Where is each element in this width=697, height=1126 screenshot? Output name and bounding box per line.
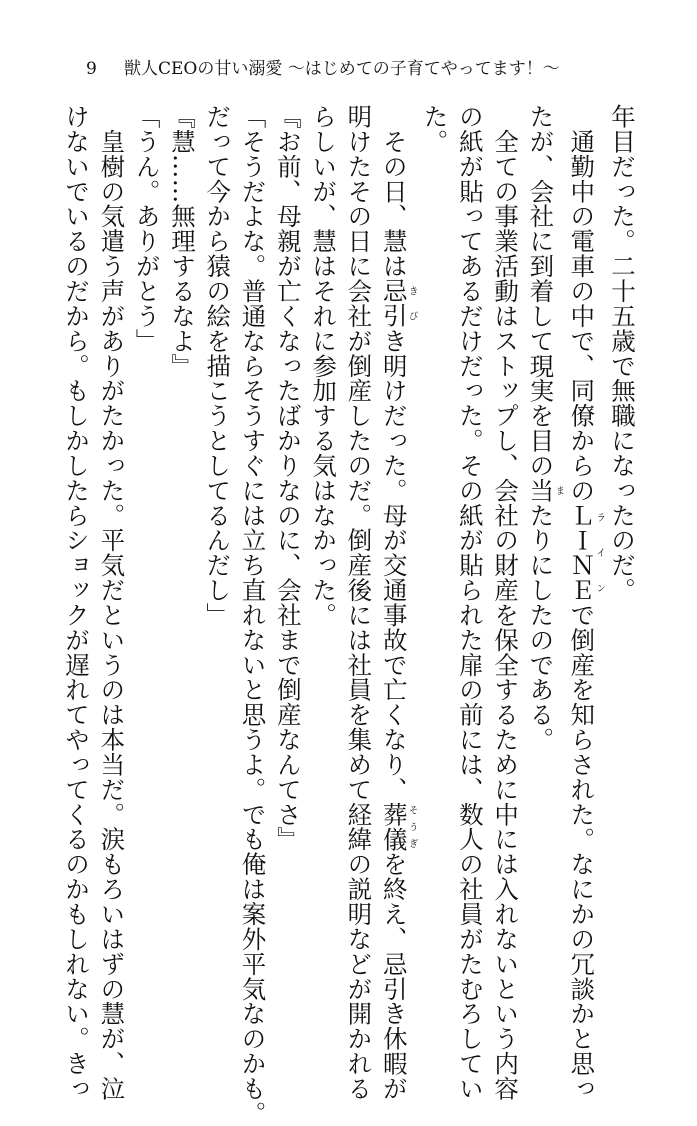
text-segment: き明けだった。母が交通事故で亡くなり、 [379,328,409,802]
ruby-annotation [379,303,418,329]
text-segment: 「そうだよな。普通ならそうすぐには立ち直れないと思うよ。でも俺は案外平気なのかも。 [238,104,268,1126]
text-line [306,104,341,974]
ruby-reading: ま [553,477,565,503]
running-title: 獣人CEOの甘い溺愛 〜はじめての子育てやってます！〜 [124,59,560,79]
text-line [488,104,523,1101]
ruby-base: ＬＩＮＥ [567,502,597,603]
text-line [341,104,376,1101]
text-line [605,104,640,974]
text-segment: の紙が貼ってあるだけだった。その紙が貼られた扉の前には、数人の社員がたむろしてい [455,104,485,1101]
text-segment: 通勤中の電車の中で、同僚からの [567,104,597,503]
page-number: 9 [86,59,97,79]
text-segment: た。 [420,104,450,154]
text-segment: その日、慧は [379,104,409,279]
text-segment: 『慧……無理するなよ』 [167,104,197,379]
text-segment: らしいが、慧はそれに参加する気はなかった。 [309,104,339,628]
ruby-annotation [379,278,418,304]
ruby-base: 引 [379,303,409,329]
text-line [376,104,418,1101]
text-segment: たが、会社に到着して現実を目の [526,104,556,478]
ruby-reading: そうぎ [406,801,418,852]
ruby-annotation [567,502,606,603]
text-segment: で倒産を知らされた。なにかの冗談かと思っ [567,602,597,1101]
text-line [165,104,200,974]
text-line [200,104,235,974]
text-segment: だって今から猿の絵を描こうとしてるんだし」 [203,104,233,628]
text-line [417,104,452,974]
text-line [94,104,129,1101]
text-line [564,104,606,1101]
ruby-base: 忌 [379,278,409,304]
text-segment: 「うん。ありがとう」 [132,104,162,354]
page-header [0,54,697,84]
ruby-reading: ライン [594,502,606,603]
text-segment: けないでいるのだから。もしかしたらショックが遅れてやってくるのかもしれない。きっ [62,104,92,1101]
ruby-reading: き [406,278,418,304]
text-segment: たりにしたのである。 [526,502,556,752]
ruby-reading: び [406,303,418,329]
text-segment: 『お前、母親が亡くなったばかりなのに、会社まで倒産なんてさ』 [273,104,303,852]
text-line [59,104,94,1101]
text-segment: 明けたその日に会社が倒産したのだ。倒産後には社員を集めて経緯の説明などが開かれる [344,104,374,1101]
text-segment: 全ての事業活動はストップし、会社の財産を保全するために中には入れないという内容 [491,104,521,1101]
text-line [271,104,306,974]
text-line [453,104,488,1101]
text-line [523,104,564,974]
ruby-base: 葬儀 [379,801,409,852]
text-segment: 年目だった。二十五歳で無職になったのだ。 [608,104,637,603]
vertical-body-text [40,104,640,1126]
text-line [235,104,270,1126]
text-segment: を終え、忌引き休暇が [379,851,409,1101]
ruby-annotation [526,477,565,503]
ruby-annotation [379,801,418,852]
ruby-base: 当 [526,477,556,503]
text-line [129,104,164,974]
text-segment: 皇樹の気遣う声がありがたかった。平気だというのは本当だ。涙もろいはずの慧が、泣 [97,104,127,1101]
